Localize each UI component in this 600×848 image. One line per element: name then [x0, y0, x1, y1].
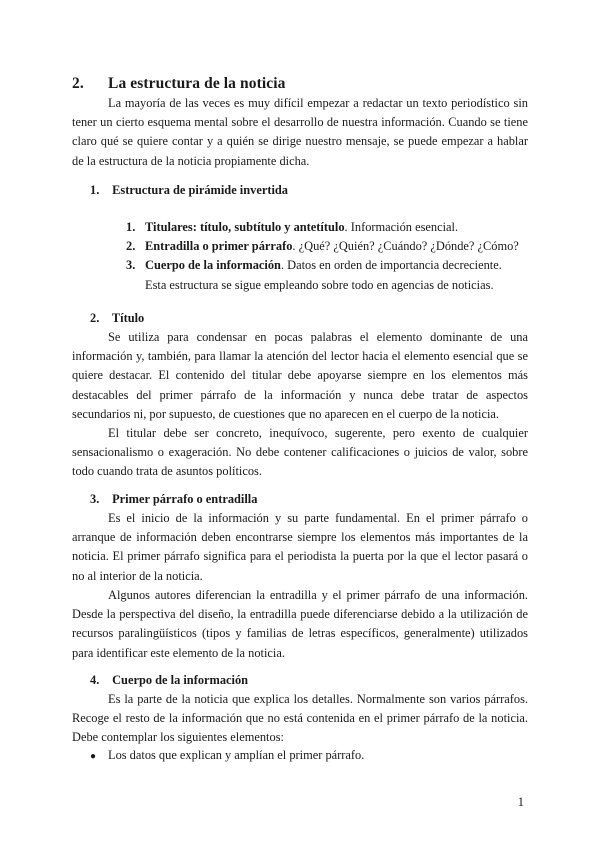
heading-number: 2.: [72, 75, 84, 92]
page-number: 1: [517, 795, 524, 809]
pyramid-note: Esta estructura se sigue empleando sobre todo en agencias de noticias.: [145, 277, 494, 292]
section2-heading: [90, 309, 144, 328]
title-paragraph-1: Se utiliza para condensar en pocas palabras el elemento dominante de una información y, también, para llamar la atención del lector hacia el elemento esencial que se quiere destacar. El contenido del titular debe apoyarse siempre en los elementos más destacables del primer párrafo de la información y nunca debe tratar de aspectos secundarios ni, por supuesto, de cuestiones que no aparecen en el cuerpo de la noticia.: [72, 330, 528, 421]
main-heading: [72, 75, 286, 93]
lead-paragraph-2: Algunos autores diferencian la entradilla y el primer párrafo de una información. Desde la perspectiva del diseño, la entradilla puede diferenciarse debido a la utilización de recursos paralingüísticos (tipos y familias de letras específicos, generalmente) utilizados para identificar este elemento de la noticia.: [72, 588, 528, 660]
intro-paragraph: La mayoría de las veces es muy difícil empezar a redactar un texto periodístico sin tener un cierto esquema mental sobre el desarrollo de nuestra información. Cuando se tiene claro qué se quiere contar y a quién se dirige nuestro mensaje, se puede empezar a hablar de la estructura de la noticia propiamente dicha.: [72, 96, 528, 168]
section1-heading: [90, 181, 288, 200]
heading-title: La estructura de la noticia: [108, 75, 286, 92]
section3-title: Primer párrafo o entradilla: [112, 492, 258, 506]
section2-title: Título: [111, 311, 145, 325]
section4-number: 4.: [90, 673, 100, 687]
section3-heading: [90, 490, 257, 509]
section2-number: 2.: [90, 311, 100, 325]
pyramid-item: 2. Entradilla o primer párrafo. ¿Qué? ¿Quién? ¿Cuándo? ¿Dónde? ¿Cómo?: [126, 239, 519, 254]
pyramid-item: 1. Titulares: título, subtítulo y antetítulo. Información esencial.: [126, 220, 459, 234]
bullet-icon: ●: [90, 751, 97, 762]
section3-number: 3.: [90, 492, 100, 506]
list-item: [90, 746, 364, 766]
lead-paragraph-1: Es el inicio de la información y su parte fundamental. En el primer párrafo o arranque de información deben encontrarse siempre los elementos más importantes de la noticia. El primer párrafo significa para el periodista la puerta por la que el lector pasará o no al interior de la noticia.: [72, 511, 528, 583]
pyramid-item: 3. Cuerpo de la información. Datos en orden de importancia decreciente.: [126, 258, 502, 273]
section4-title: Cuerpo de la información: [112, 673, 249, 687]
section4-heading: [90, 671, 248, 690]
bullet-text: Los datos que explican y amplían el primer párrafo.: [108, 748, 365, 762]
pyramid-list: [126, 218, 519, 295]
section1-number: 1.: [90, 183, 100, 197]
title-paragraph-2: El titular debe ser concreto, inequívoco, sugerente, pero exento de cualquier sensacionalismo o exageración. No debe contener calificaciones o juicios de valor, sobre todo cuando trata de asuntos políticos.: [72, 426, 528, 479]
section1-title: Estructura de pirámide invertida: [112, 183, 288, 197]
body-paragraph: Es la parte de la noticia que explica los detalles. Normalmente son varios párrafos. Recoge el resto de la información que no está contenida en el primer párrafo de la noticia. Debe contemplar los siguientes elementos:: [72, 692, 528, 745]
